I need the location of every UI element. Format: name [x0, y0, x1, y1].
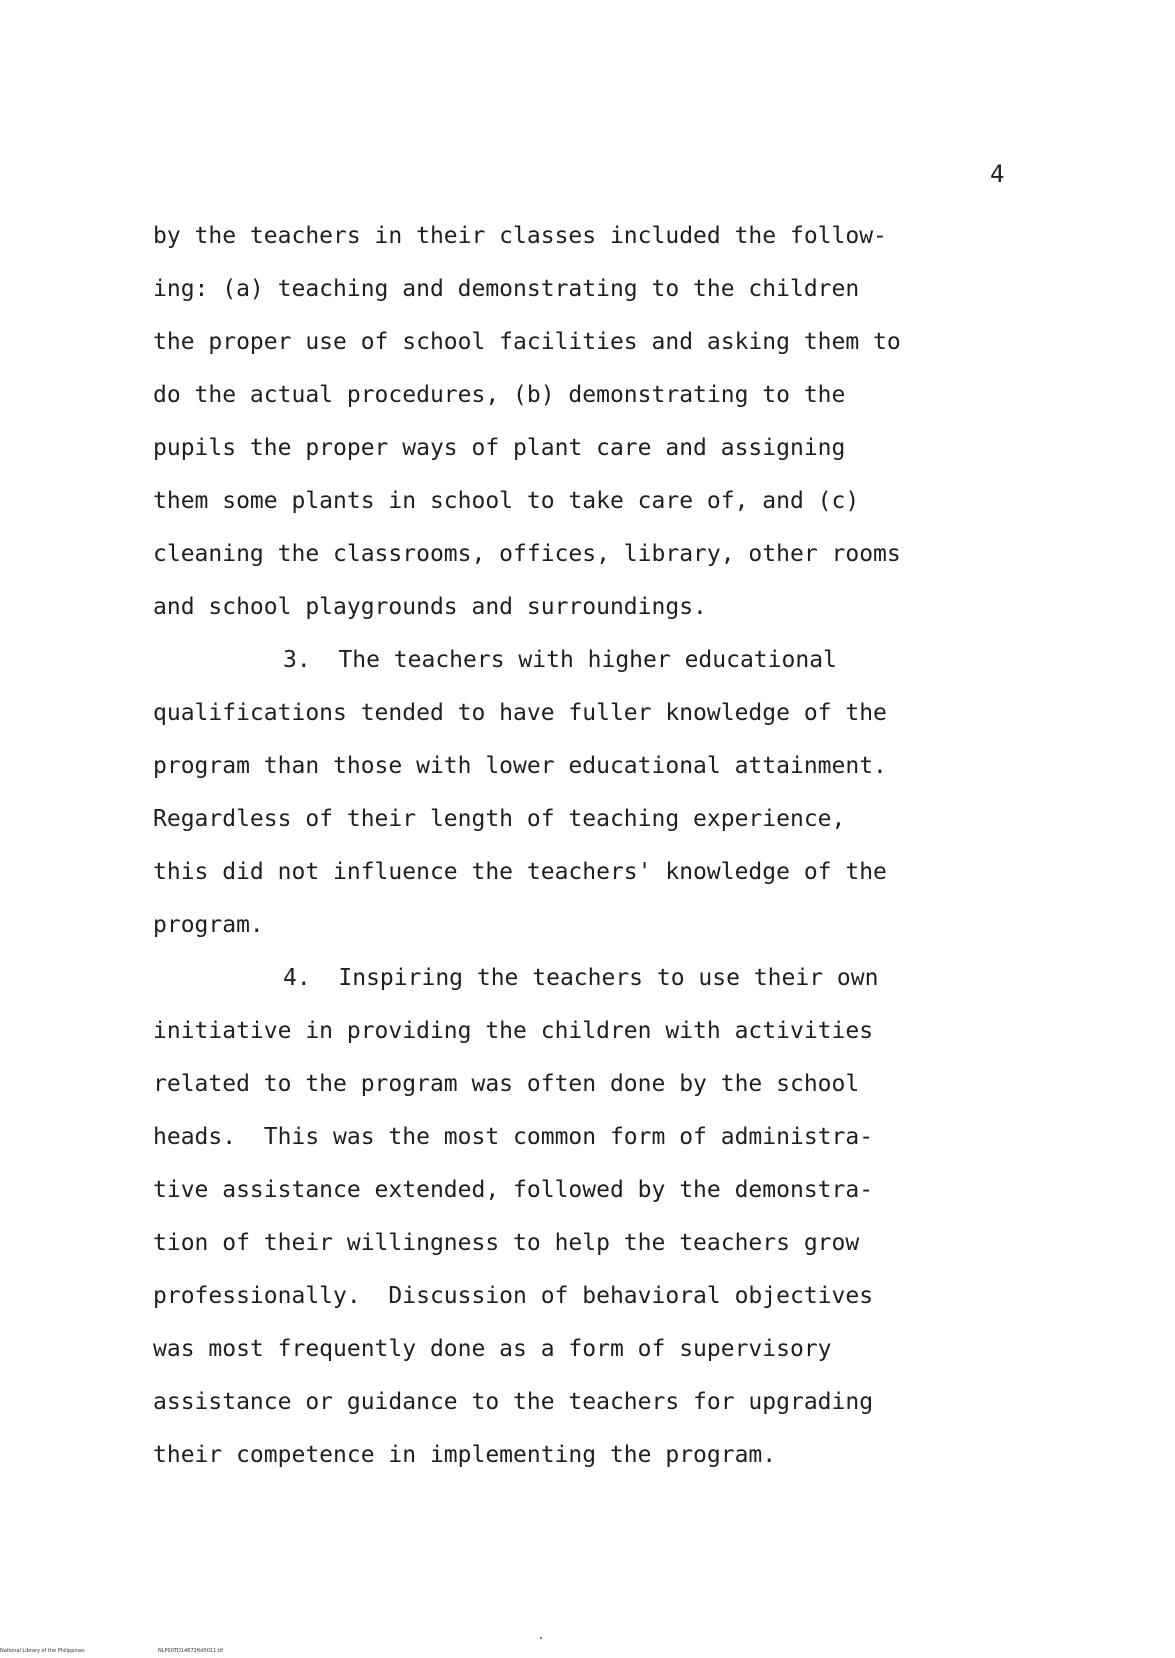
text-line: this did not influence the teachers' knowledge of the	[153, 859, 887, 885]
text-line: qualifications tended to have fuller knowledge of the	[153, 700, 887, 726]
text-line: their competence in implementing the program.	[153, 1442, 777, 1468]
text-line: program than those with lower educational attainment.	[153, 753, 887, 779]
text-line: ing: (a) teaching and demonstrating to the children	[153, 276, 860, 302]
text-line: was most frequently done as a form of supervisory	[153, 1336, 832, 1362]
text-line: and school playgrounds and surroundings.	[153, 594, 707, 620]
text-line: Regardless of their length of teaching experience,	[153, 806, 846, 832]
footer-file-name: NLP00TD14872ftd0011.tif	[158, 1648, 223, 1654]
text-line: program.	[153, 912, 264, 938]
text-line: pupils the proper ways of plant care and assigning	[153, 435, 846, 461]
body-text	[153, 210, 1033, 1482]
text-line: related to the program was often done by the school	[153, 1071, 860, 1097]
text-line: them some plants in school to take care of, and (c)	[153, 488, 860, 514]
text-line: 3. The teachers with higher educational	[283, 647, 837, 673]
text-line: the proper use of school facilities and asking them to	[153, 329, 901, 355]
text-line: initiative in providing the children with activities	[153, 1018, 874, 1044]
text-line: 4. Inspiring the teachers to use their own	[283, 965, 879, 991]
page-number: 4	[990, 160, 1005, 188]
footer-library-name: National Library of the Philippines	[0, 1648, 85, 1654]
text-line: heads. This was the most common form of administra-	[153, 1124, 874, 1150]
text-line: tion of their willingness to help the teachers grow	[153, 1230, 860, 1256]
text-line: professionally. Discussion of behavioral objectives	[153, 1283, 874, 1309]
text-line: do the actual procedures, (b) demonstrating to the	[153, 382, 846, 408]
scan-dot	[540, 1637, 542, 1639]
text-line: cleaning the classrooms, offices, library, other rooms	[153, 541, 901, 567]
text-line: assistance or guidance to the teachers for upgrading	[153, 1389, 874, 1415]
text-line: tive assistance extended, followed by the demonstra-	[153, 1177, 874, 1203]
text-line: by the teachers in their classes included the follow-	[153, 223, 887, 249]
